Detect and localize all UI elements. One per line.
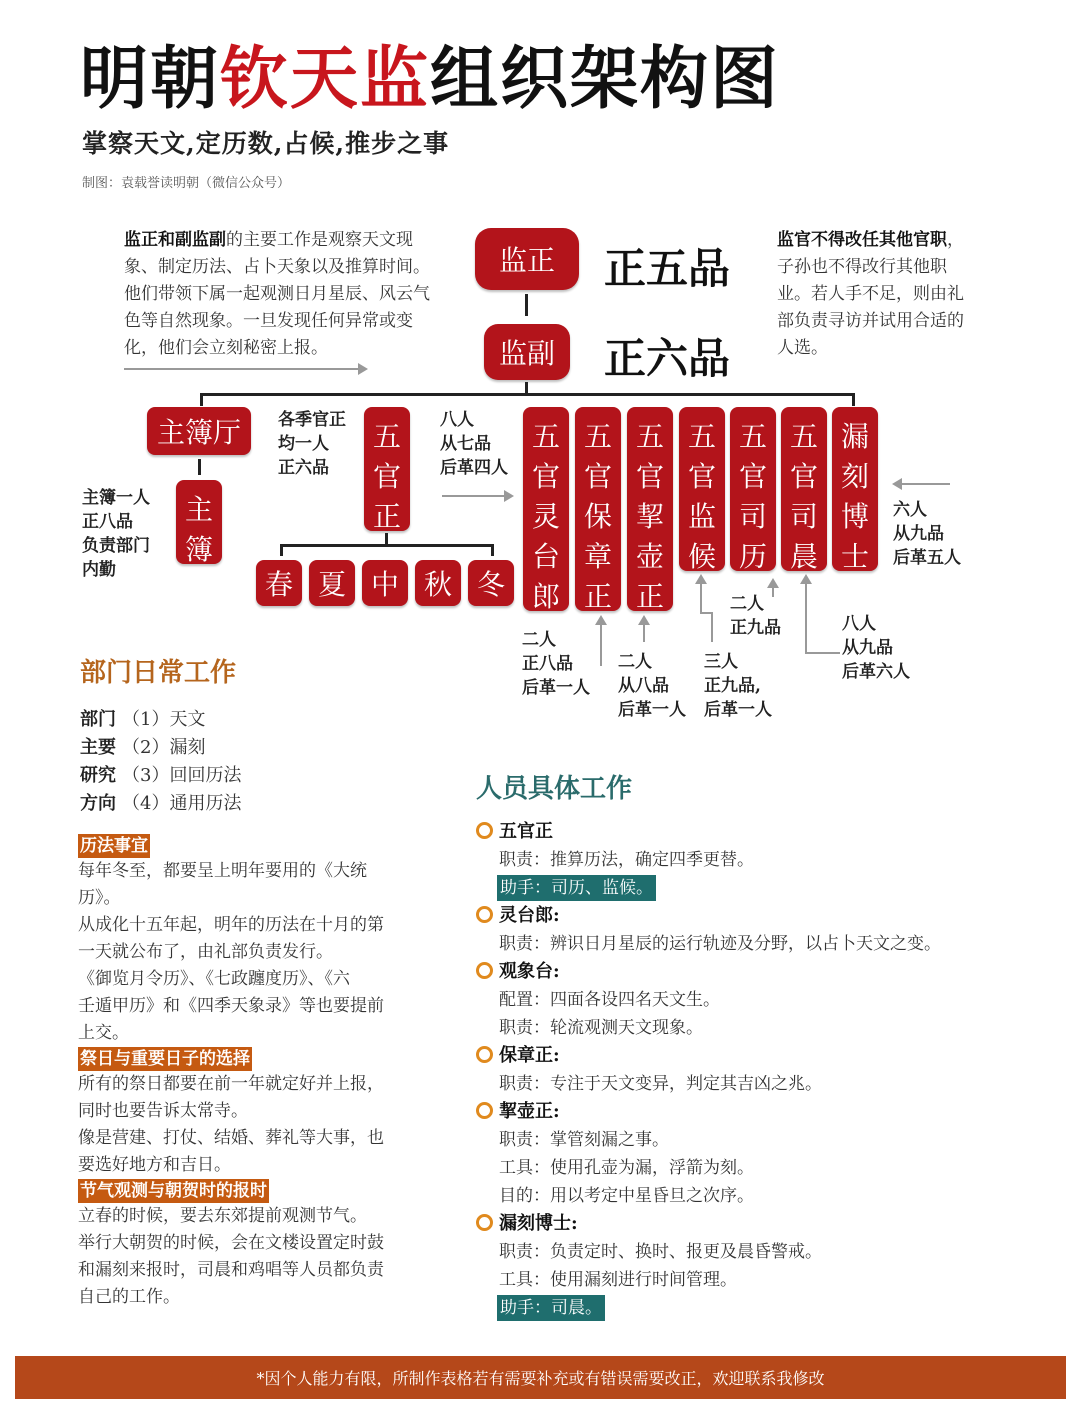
text-line: 和漏刻来报时，司晨和鸡唱等人员都负责 — [78, 1260, 384, 1280]
intro-left — [124, 227, 446, 362]
char: 章 — [583, 540, 612, 573]
text-line: 自己的工作。 — [78, 1287, 180, 1307]
section-tag: 节气观测与朝贺时的报时 — [80, 1181, 267, 1201]
arrow-line — [124, 368, 362, 370]
char: 五 — [687, 420, 716, 453]
baozhang-note — [522, 628, 590, 700]
note-line: 从九品 — [893, 524, 944, 544]
staff-entry — [476, 902, 1066, 958]
staff-name-text: 灵台郎: — [499, 905, 560, 926]
char: 保 — [583, 500, 612, 533]
dept-row — [80, 790, 241, 818]
note-line: 后革五人 — [893, 548, 961, 568]
jianhou-box — [679, 407, 725, 571]
sichen-box — [781, 407, 827, 571]
char: 五 — [531, 420, 560, 453]
title-part: 组织架构图 — [430, 40, 781, 119]
char: 博 — [840, 500, 869, 533]
dept-key: 部门 — [80, 709, 116, 730]
connector — [198, 459, 201, 475]
char: 监 — [687, 500, 716, 533]
connector — [525, 382, 528, 394]
staff-line: 职责：专注于天文变异，判定其吉凶之兆。 — [499, 1074, 822, 1094]
staff-line: 职责：轮流观测天文现象。 — [499, 1018, 703, 1038]
louke-note — [893, 498, 961, 570]
staff-line: 工具：使用漏刻进行时间管理。 — [499, 1270, 737, 1290]
section-body — [78, 1203, 428, 1311]
char: 正 — [372, 500, 401, 533]
credit: 制图：袁载誉读明朝（微信公众号） — [82, 176, 291, 191]
staff-helper-row — [476, 1294, 1066, 1322]
page-title — [80, 40, 780, 120]
jianfu-box: 监副 — [484, 324, 570, 380]
lingtai-lang-box — [523, 407, 569, 611]
text-line: 每年冬至，都要呈上明年要用的《大统 — [78, 861, 367, 881]
staff-line: 配置：四面各设四名天文生。 — [499, 990, 720, 1010]
char: 壶 — [635, 540, 664, 573]
note-line: 二人 — [730, 594, 764, 614]
circle-bullet-icon — [476, 1046, 493, 1063]
qiehu-note — [618, 650, 686, 722]
grade-zheng-wu: 正五品 — [604, 244, 731, 293]
staff-list — [476, 818, 1066, 1322]
text-line: 要选好地方和吉日。 — [78, 1155, 231, 1175]
char: 簿 — [184, 533, 213, 566]
dept-sections — [78, 834, 428, 1311]
char: 官 — [635, 460, 664, 493]
note-line: 从九品 — [842, 638, 893, 658]
intro-right-bold: 监官不得改任其他官职 — [777, 230, 947, 250]
bracket-tick — [280, 544, 283, 556]
note-line: 各季官正 — [278, 410, 346, 430]
zhubu-box — [176, 480, 222, 564]
circle-bullet-icon — [476, 906, 493, 923]
arrow-line — [805, 583, 807, 653]
bracket-tick — [852, 393, 855, 406]
text-line: 《御览月令历》、《七政躔度历》、《六 — [78, 969, 350, 989]
note-line: 六人 — [893, 500, 927, 520]
char: 士 — [840, 540, 869, 573]
jianhou-note — [704, 650, 772, 722]
circle-bullet-icon — [476, 1102, 493, 1119]
char: 郎 — [531, 580, 560, 613]
zhubuting-box: 主簿厅 — [147, 407, 251, 455]
zhubu-note — [82, 486, 150, 582]
staff-helper-row — [476, 874, 1066, 902]
staff-name — [476, 818, 1066, 846]
section-tag: 祭日与重要日子的选择 — [80, 1049, 250, 1069]
char: 五 — [635, 420, 664, 453]
louke-boshi-box — [832, 407, 878, 571]
staff-name — [476, 958, 1066, 986]
text-line: 像是营建、打仗、结婚、葬礼等大事，也 — [78, 1128, 384, 1148]
char: 司 — [738, 500, 767, 533]
note-line: 正八品 — [82, 512, 133, 532]
arrow-line — [805, 652, 840, 654]
note-line: 正九品, — [704, 676, 761, 696]
note-line: 二人 — [618, 652, 652, 672]
baozhang-zheng-box — [575, 407, 621, 611]
intro-left-bold: 监正和副监副 — [124, 230, 226, 250]
arrow-line — [442, 495, 506, 497]
lingtai-note — [440, 408, 508, 480]
circle-bullet-icon — [476, 822, 493, 839]
arrow-line — [700, 583, 702, 613]
bracket-tick — [200, 393, 203, 406]
arrow-head-icon — [358, 363, 368, 375]
staff-line: 目的：用以考定中星昏旦之次序。 — [499, 1186, 754, 1206]
wuguan-note — [278, 408, 346, 480]
char: 主 — [184, 493, 213, 526]
footer-banner: *因个人能力有限，所制作表格若有需要补充或有错误需要改正，欢迎联系我修改 — [15, 1356, 1066, 1399]
arrow-head-icon — [504, 490, 514, 502]
dept-list — [80, 706, 241, 818]
arrow-line — [900, 483, 950, 485]
intro-right-text: ，子孙也不得改行其他职业。若人手不足，则由礼部负责寻访并试用合适的人选。 — [777, 230, 964, 358]
char: 官 — [687, 460, 716, 493]
grade-zheng-liu: 正六品 — [604, 334, 731, 383]
section-tag: 历法事宜 — [80, 836, 148, 856]
sili-note — [730, 592, 781, 640]
char: 官 — [738, 460, 767, 493]
char: 五 — [789, 420, 818, 453]
sili-box — [730, 407, 776, 571]
note-line: 后革一人 — [618, 700, 686, 720]
text-line: 举行大朝贺的时候，会在文楼设置定时鼓 — [78, 1233, 384, 1253]
sichen-note — [842, 612, 910, 684]
note-line: 负责部门 — [82, 536, 150, 556]
title-part: 明朝 — [80, 40, 221, 119]
note-line: 正六品 — [278, 458, 329, 478]
staff-name — [476, 1210, 1066, 1238]
char: 正 — [583, 580, 612, 613]
qiehu-zheng-box — [627, 407, 673, 611]
note-line: 后革一人 — [704, 700, 772, 720]
char: 司 — [789, 500, 818, 533]
note-line: 后革六人 — [842, 662, 910, 682]
title-highlight: 钦天监 — [220, 40, 431, 119]
note-line: 主簿一人 — [82, 488, 150, 508]
dept-key: 研究 — [80, 765, 116, 786]
season-spring: 春 — [256, 560, 302, 606]
intro-right — [777, 227, 973, 362]
dept-key: 方向 — [80, 793, 116, 814]
season-summer: 夏 — [309, 560, 355, 606]
dept-value: （2）漏刻 — [122, 737, 206, 758]
text-line: 上交。 — [78, 1023, 129, 1043]
dept-value: （3）回回历法 — [122, 765, 242, 786]
staff-line: 工具：使用孔壶为漏，浮箭为刻。 — [499, 1158, 754, 1178]
intro-left-text: 的主要工作是观察天文现象、制定历法、占卜天象以及推算时间。他们带领下属一起观测日月星辰、风云气色等自然现象。一旦发现任何异常或变化，他们会立刻秘密上报。 — [124, 230, 430, 358]
char: 五 — [738, 420, 767, 453]
char: 历 — [738, 540, 767, 573]
dept-value: （1）天文 — [122, 709, 206, 730]
staff-name — [476, 1042, 1066, 1070]
section-body — [78, 1071, 428, 1179]
text-line: 从成化十五年起，明年的历法在十月的第 — [78, 915, 384, 935]
staff-line: 职责：辨识日月星辰的运行轨迹及分野，以占卜天文之变。 — [499, 934, 941, 954]
dept-header: 部门日常工作 — [80, 658, 237, 688]
staff-name — [476, 1098, 1066, 1126]
arrow-line — [643, 624, 645, 642]
helper-tag: 助手：司晨。 — [497, 1295, 605, 1321]
staff-entry — [476, 1210, 1066, 1322]
char: 正 — [635, 580, 664, 613]
note-line: 正九品 — [730, 618, 781, 638]
helper-tag: 助手：司历、监候。 — [497, 875, 656, 901]
char: 灵 — [531, 500, 560, 533]
staff-header: 人员具体工作 — [476, 774, 633, 804]
char: 刻 — [840, 460, 869, 493]
staff-entry — [476, 958, 1066, 1042]
text-line: 历》。 — [78, 888, 121, 908]
char: 五 — [583, 420, 612, 453]
season-winter: 冬 — [468, 560, 514, 606]
note-line: 后革四人 — [440, 458, 508, 478]
char: 候 — [687, 540, 716, 573]
char: 晨 — [789, 540, 818, 573]
text-line: 一天就公布了，由礼部负责发行。 — [78, 942, 333, 962]
jianzheng-box: 监正 — [475, 228, 579, 290]
arrow-line — [600, 624, 602, 666]
note-line: 从八品 — [618, 676, 669, 696]
circle-bullet-icon — [476, 1214, 493, 1231]
circle-bullet-icon — [476, 962, 493, 979]
dept-value: （4）通用历法 — [122, 793, 242, 814]
staff-name-text: 漏刻博士: — [499, 1213, 578, 1234]
note-line: 均一人 — [278, 434, 329, 454]
bracket-tick — [491, 544, 494, 556]
dept-key: 主要 — [80, 737, 116, 758]
char: 五 — [372, 420, 401, 453]
char: 官 — [789, 460, 818, 493]
staff-line: 职责：负责定时、换时、报更及晨昏警戒。 — [499, 1242, 822, 1262]
section-body — [78, 858, 428, 1047]
note-line: 从七品 — [440, 434, 491, 454]
season-middle: 中 — [362, 560, 408, 606]
staff-name-text: 保章正: — [499, 1045, 560, 1066]
char: 漏 — [840, 420, 869, 453]
wuguan-zheng-box — [364, 407, 410, 531]
dept-row — [80, 706, 241, 734]
staff-name-text: 挈壶正: — [499, 1101, 560, 1122]
dept-row — [80, 734, 241, 762]
char: 台 — [531, 540, 560, 573]
text-line: 立春的时候，要去东郊提前观测节气。 — [78, 1206, 367, 1226]
connector — [525, 294, 528, 316]
note-line: 三人 — [704, 652, 738, 672]
char: 官 — [583, 460, 612, 493]
note-line: 正八品 — [522, 654, 573, 674]
note-line: 八人 — [842, 614, 876, 634]
note-line: 内勤 — [82, 560, 116, 580]
note-line: 八人 — [440, 410, 474, 430]
staff-entry — [476, 1042, 1066, 1098]
text-line: 所有的祭日都要在前一年就定好并上报， — [78, 1074, 384, 1094]
text-line: 同时也要告诉太常寺。 — [78, 1101, 248, 1121]
staff-name-text: 五官正 — [499, 821, 553, 842]
char: 官 — [372, 460, 401, 493]
season-autumn: 秋 — [415, 560, 461, 606]
note-line: 二人 — [522, 630, 556, 650]
subtitle: 掌察天文,定历数,占候,推步之事 — [82, 129, 450, 158]
char: 挈 — [635, 500, 664, 533]
note-line: 后革一人 — [522, 678, 590, 698]
char: 官 — [531, 460, 560, 493]
text-line: 壬遁甲历》和《四季天象录》等也要提前 — [78, 996, 384, 1016]
staff-entry — [476, 818, 1066, 902]
staff-line: 职责：掌管刻漏之事。 — [499, 1130, 669, 1150]
arrow-line — [711, 612, 713, 642]
dept-row — [80, 762, 241, 790]
staff-entry — [476, 1098, 1066, 1210]
staff-name — [476, 902, 1066, 930]
staff-line: 职责：推算历法，确定四季更替。 — [499, 850, 754, 870]
staff-name-text: 观象台: — [499, 961, 560, 982]
season-bracket — [280, 544, 494, 547]
